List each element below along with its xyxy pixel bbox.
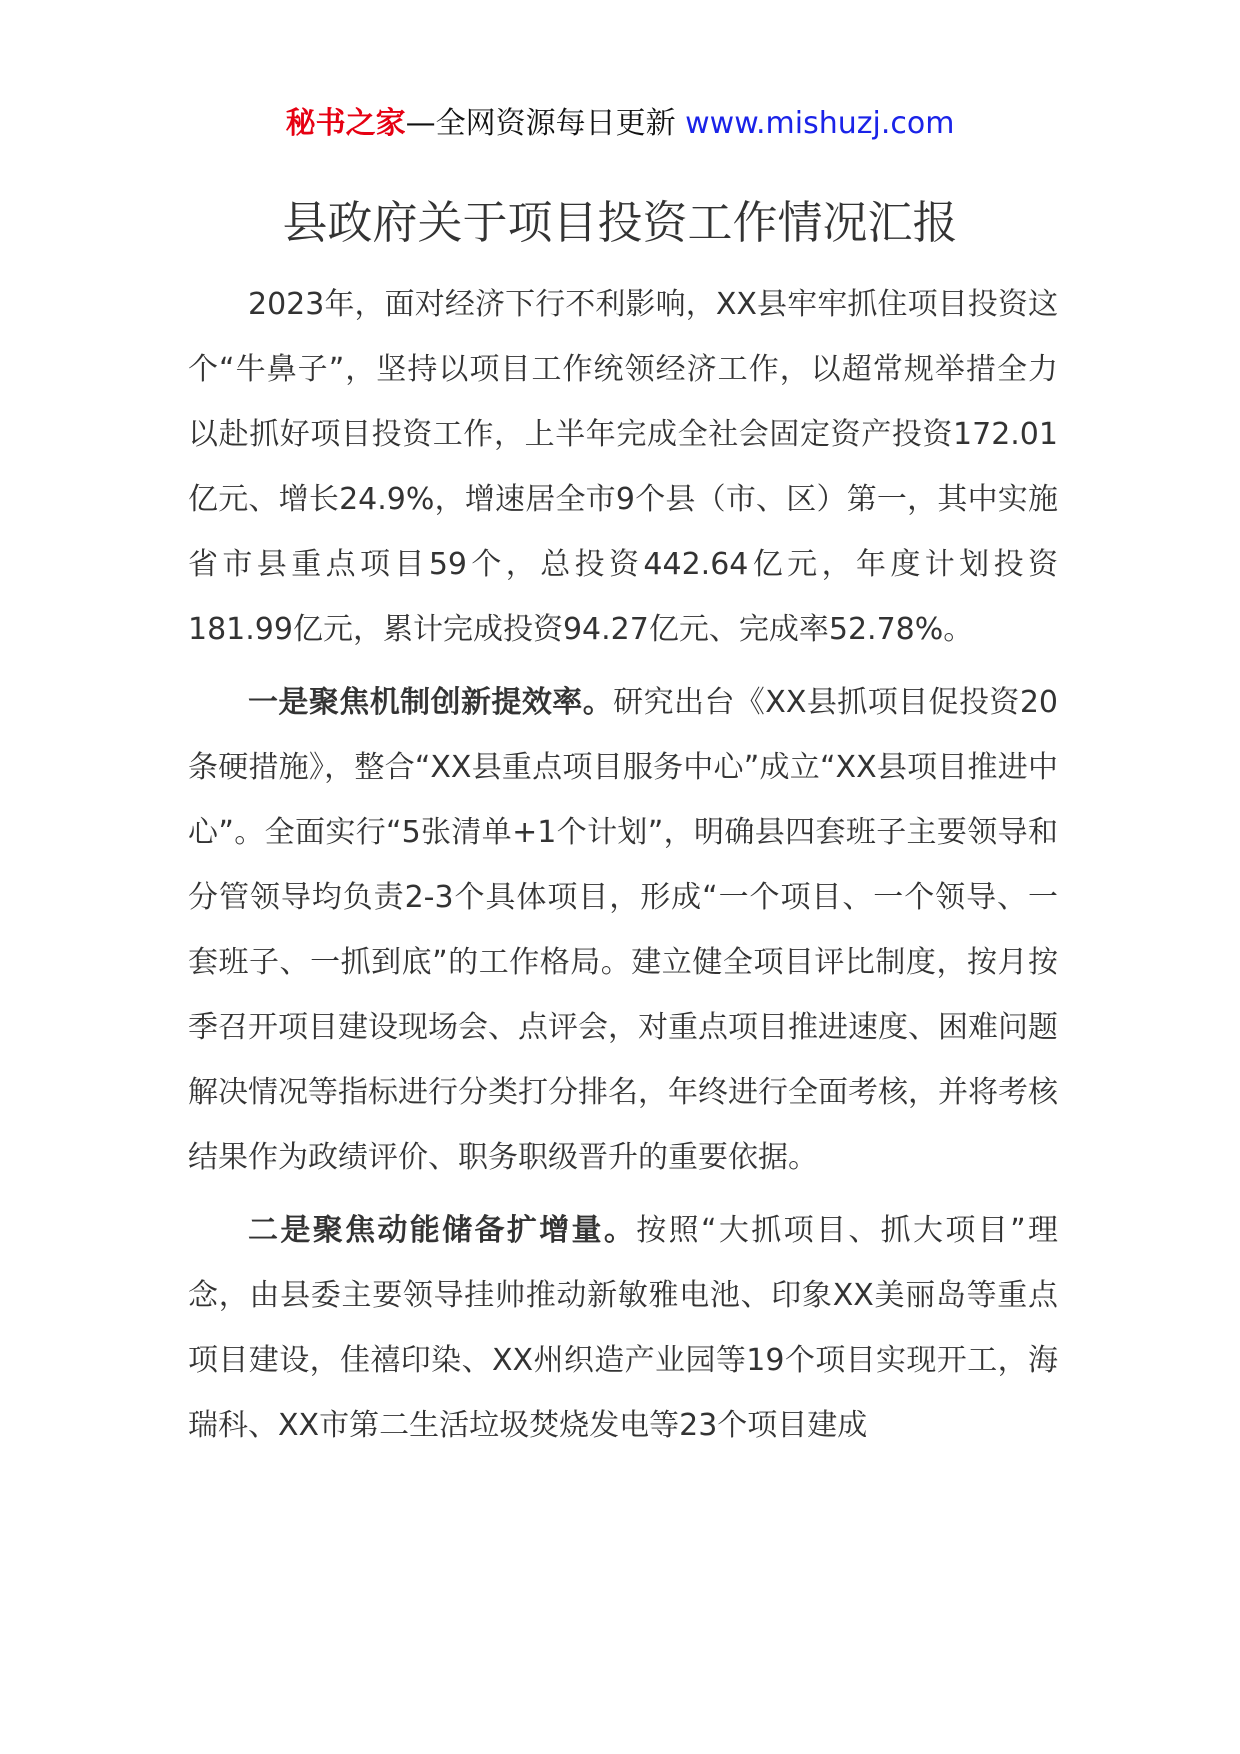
site-url-link[interactable]: www.mishuzj.com <box>685 106 955 141</box>
header-tagline: —全网资源每日更新 <box>405 106 686 141</box>
site-header <box>0 100 1240 148</box>
paragraph-lead-heading: 二是聚焦动能储备扩增量。 <box>248 1213 637 1248</box>
document-title: 县政府关于项目投资工作情况汇报 <box>282 196 958 249</box>
paragraph-text: 研究出台《XX县抓项目促投资20条硬措施》，整合“XX县重点项目服务中心”成立“XX县项目推进中心”。全面实行“5张清单+1个计划”，明确县四套班子主要领导和分管领导均负责2-3个具体项目，形成“一个项目、一个领导、一套班子、一抓到底”的工作格局。建立健全项目评比制度，按月按季召开项目建设现场会、点评会，对重点项目推进速度、困难问题解决情况等指标进行分类打分排名，年终进行全面考核，并将考核结果作为政绩评价、职务职级晋升的重要依据。 <box>188 685 1059 1175</box>
paragraph-mechanism-innovation <box>188 670 1058 1190</box>
document-body <box>188 272 1058 1466</box>
paragraph-intro <box>188 272 1058 662</box>
paragraph-momentum-reserve <box>188 1198 1058 1458</box>
paragraph-text: 按照“大抓项目、抓大项目”理念，由县委主要领导挂帅推动新敏雅电池、印象XX美丽岛等重点项目建设，佳禧印染、XX州织造产业园等19个项目实现开工，海瑞科、XX市第二生活垃圾焚烧发电等23个项目建成 <box>188 1213 1058 1443</box>
paragraph-text: 2023年，面对经济下行不利影响，XX县牢牢抓住项目投资这个“牛鼻子”，坚持以项目工作统领经济工作，以超常规举措全力以赴抓好项目投资工作，上半年完成全社会固定资产投资172.01亿元、增长24.9%，增速居全市9个县（市、区）第一，其中实施省市县重点项目59个，总投资442.64亿元，年度计划投资181.99亿元，累计完成投资94.27亿元、完成率52.78%。 <box>188 287 1058 647</box>
brand-name: 秘书之家 <box>285 106 406 141</box>
paragraph-lead-heading: 一是聚焦机制创新提效率。 <box>248 685 614 720</box>
